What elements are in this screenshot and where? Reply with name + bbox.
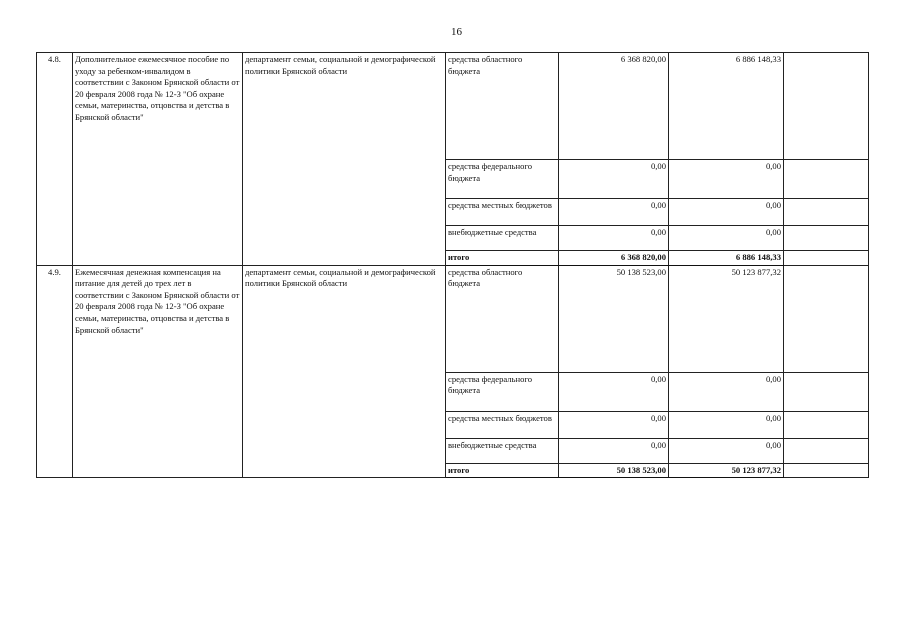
executor-name: департамент семьи, социальной и демографической политики Брянской области [243,265,446,478]
amount-actual: 0,00 [669,226,784,251]
budget-table [36,52,869,478]
empty-cell [784,463,869,478]
row-number: 4.9. [37,265,73,478]
amount-actual: 0,00 [669,199,784,226]
funding-source: средства местных бюджетов [446,199,559,226]
empty-cell [784,160,869,199]
empty-cell [784,438,869,463]
amount-planned: 0,00 [559,438,669,463]
empty-cell [784,53,869,160]
amount-actual: 6 886 148,33 [669,53,784,160]
total-planned: 50 138 523,00 [559,463,669,478]
amount-actual: 0,00 [669,438,784,463]
amount-planned: 0,00 [559,199,669,226]
page-number: 16 [451,26,462,38]
table-row [37,265,869,372]
empty-cell [784,199,869,226]
amount-planned: 50 138 523,00 [559,265,669,372]
funding-source: средства местных бюджетов [446,411,559,438]
empty-cell [784,372,869,411]
total-planned: 6 368 820,00 [559,251,669,266]
executor-name: департамент семьи, социальной и демографической политики Брянской области [243,53,446,266]
amount-planned: 0,00 [559,411,669,438]
total-actual: 50 123 877,32 [669,463,784,478]
total-actual: 6 886 148,33 [669,251,784,266]
amount-actual: 0,00 [669,411,784,438]
empty-cell [784,265,869,372]
measure-name: Дополнительное ежемесячное пособие по уходу за ребенком-инвалидом в соответствии с Законом Брянской области от 20 февраля 2008 года № 12-З "Об охране семьи, материнства, отцовства и детства в Брянской области" [73,53,243,266]
funding-source: внебюджетные средства [446,438,559,463]
funding-source: внебюджетные средства [446,226,559,251]
amount-planned: 0,00 [559,226,669,251]
amount-actual: 0,00 [669,372,784,411]
amount-planned: 0,00 [559,160,669,199]
empty-cell [784,251,869,266]
empty-cell [784,226,869,251]
row-number: 4.8. [37,53,73,266]
table-row [37,53,869,160]
funding-source: средства федерального бюджета [446,372,559,411]
measure-name: Ежемесячная денежная компенсация на питание для детей до трех лет в соответствии с Законом Брянской области от 20 февраля 2008 года № 12-З "Об охране семьи, материнства, отцовства и детства в Брянской области" [73,265,243,478]
funding-source: средства областного бюджета [446,53,559,160]
amount-actual: 0,00 [669,160,784,199]
amount-actual: 50 123 877,32 [669,265,784,372]
amount-planned: 6 368 820,00 [559,53,669,160]
empty-cell [784,411,869,438]
funding-source: средства федерального бюджета [446,160,559,199]
funding-source: средства областного бюджета [446,265,559,372]
amount-planned: 0,00 [559,372,669,411]
total-label: итого [446,251,559,266]
total-label: итого [446,463,559,478]
